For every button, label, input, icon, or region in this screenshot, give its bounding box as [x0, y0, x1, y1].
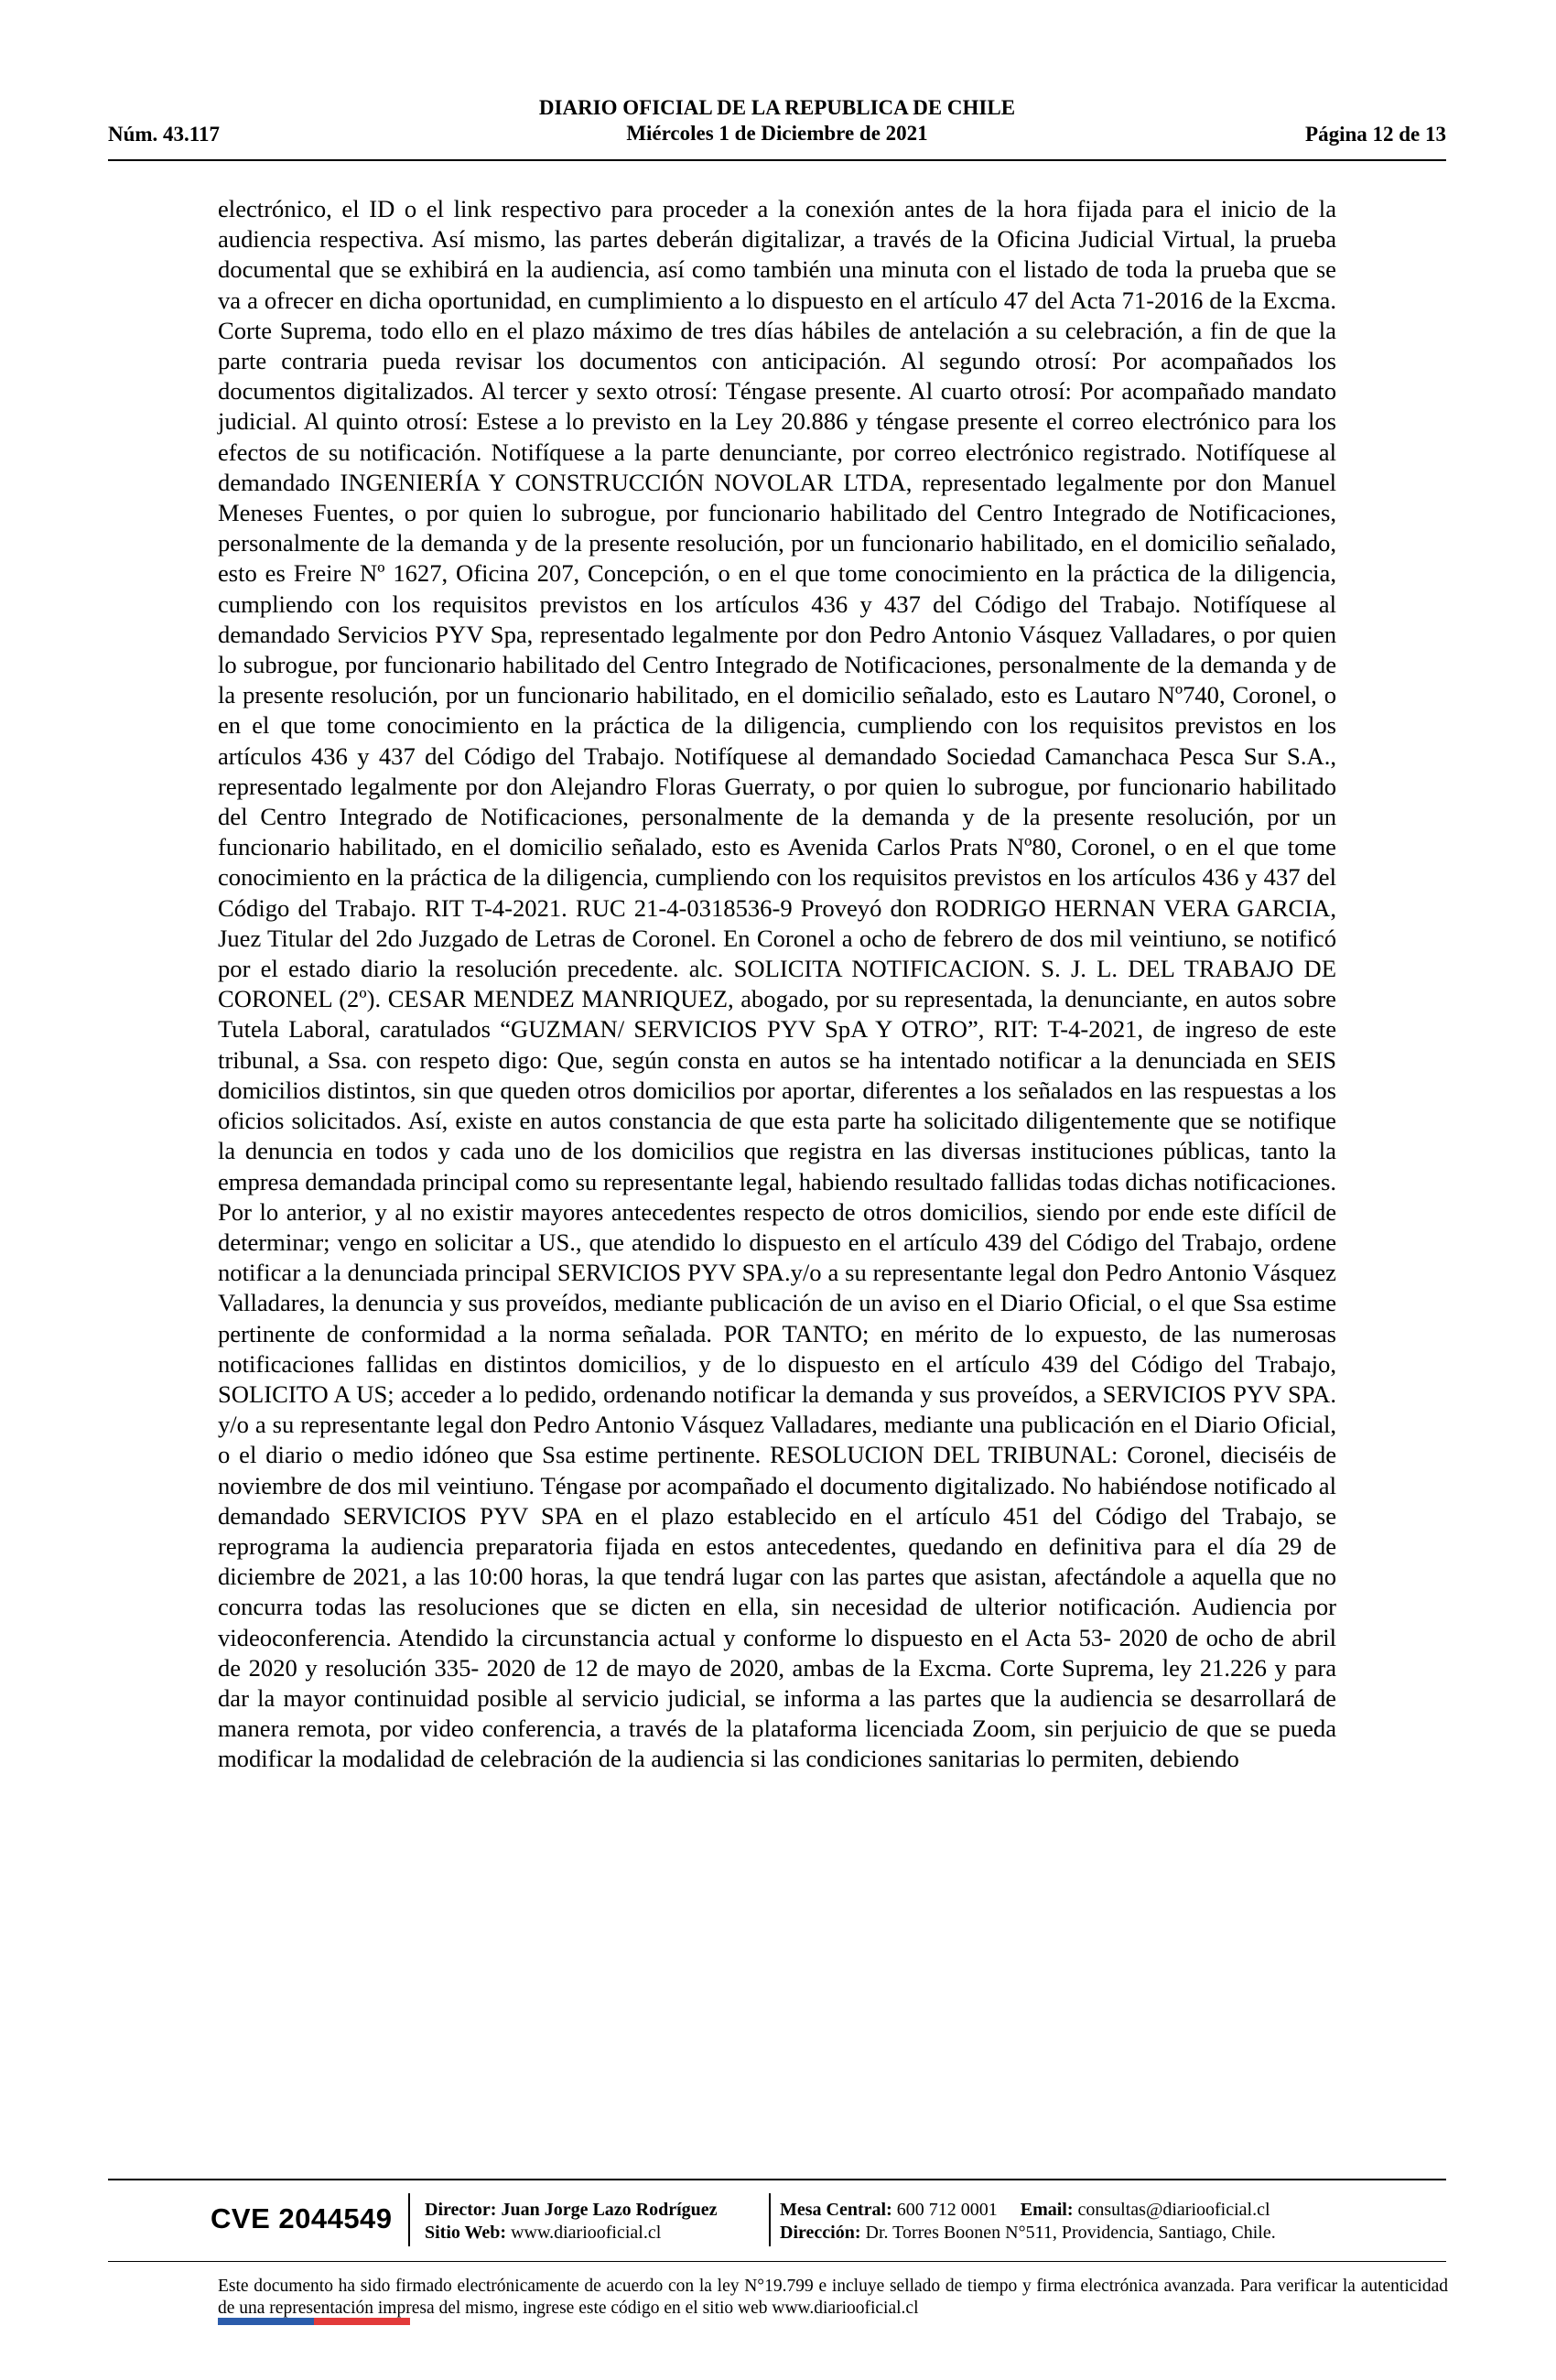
email-label: Email:: [1020, 2200, 1074, 2220]
website-link[interactable]: www.diariooficial.cl: [511, 2223, 662, 2243]
website-line: [425, 2222, 661, 2245]
publication-title: DIARIO OFICIAL DE LA REPUBLICA DE CHILE: [538, 96, 1016, 119]
page-number: Página 12 de 13: [1305, 123, 1446, 146]
legal-notice: Este documento ha sido firmado electrónicamente de acuerdo con la ley N°19.799 e incluye sellado de tiempo y firma electrónica avanzada. Para verificar la autenticidad de una representación impresa del mismo, ingrese este código en el sitio web www.diariooficial.cl: [218, 2277, 1448, 2318]
contact-line: [780, 2199, 1270, 2222]
address-label: Dirección:: [780, 2223, 861, 2243]
flag-blue-segment: [218, 2318, 314, 2325]
page-header: [108, 93, 1446, 161]
publication-date: Miércoles 1 de Diciembre de 2021: [626, 122, 928, 145]
footer-separator: [769, 2193, 771, 2246]
director-name: Juan Jorge Lazo Rodríguez: [501, 2200, 718, 2220]
address-line: [780, 2222, 1276, 2245]
flag-red-segment: [314, 2318, 410, 2325]
director-line: [425, 2199, 718, 2222]
website-label: Sitio Web:: [425, 2223, 507, 2243]
cve-code: CVE 2044549: [211, 2202, 393, 2234]
director-label: Director:: [425, 2200, 497, 2220]
phone-number: 600 712 0001: [896, 2200, 998, 2220]
document-body: electrónico, el ID o el link respectivo para proceder a la conexión antes de la hora fijada para el inicio de la audiencia respectiva. Así mismo, las partes deberán digitalizar, a través de la Oficina Judicial Virtual, la prueba documental que se exhibirá en la audiencia, así como también una minuta con el listado de toda la prueba que se va a ofrecer en dicha oportunidad, en cumplimiento a lo dispuesto en el artículo 47 del Acta 71-2016 de la Excma. Corte Suprema, todo ello en el plazo máximo de tres días hábiles de antelación a su celebración, a fin de que la parte contraria pueda revisar los documentos con anticipación. Al segundo otrosí: Por acompañados los documentos digitalizados. Al tercer y sexto otrosí: Téngase presente. Al cuarto otrosí: Por acompañado mandato judicial. Al quinto otrosí: Estese a lo previsto en la Ley 20.886 y téngase presente el correo electrónico para los efectos de su notificación. Notifíquese a la parte denunciante, por correo electrónico registrado. Notifíquese al demandado INGENIERÍA Y CONSTRUCCIÓN NOVOLAR LTDA, representado legalmente por don Manuel Meneses Fuentes, o por quien lo subrogue, por funcionario habilitado del Centro Integrado de Notificaciones, personalmente de la demanda y de la presente resolución, por un funcionario habilitado, en el domicilio señalado, esto es Freire Nº 1627, Oficina 207, Concepción, o en el que tome conocimiento en la práctica de la diligencia, cumpliendo con los requisitos previstos en los artículos 436 y 437 del Código del Trabajo. Notifíquese al demandado Servicios PYV Spa, representado legalmente por don Pedro Antonio Vásquez Valladares, o por quien lo subrogue, por funcionario habilitado del Centro Integrado de Notificaciones, personalmente de la demanda y de la presente resolución, por un funcionario habilitado, en el domicilio señalado, esto es Lautaro Nº740, Coronel, o en el que tome conocimiento en la práctica de la diligencia, cumpliendo con los requisitos previstos en los artículos 436 y 437 del Código del Trabajo. Notifíquese al demandado Sociedad Camanchaca Pesca Sur S.A., representado legalmente por don Alejandro Floras Guerraty, o por quien lo subrogue, por funcionario habilitado del Centro Integrado de Notificaciones, personalmente de la demanda y de la presente resolución, por un funcionario habilitado, en el domicilio señalado, esto es Avenida Carlos Prats Nº80, Coronel, o en el que tome conocimiento en la práctica de la diligencia, cumpliendo con los requisitos previstos en los artículos 436 y 437 del Código del Trabajo. RIT T-4-2021. RUC 21-4-0318536-9 Proveyó don RODRIGO HERNAN VERA GARCIA, Juez Titular del 2do Juzgado de Letras de Coronel. En Coronel a ocho de febrero de dos mil veintiuno, se notificó por el estado diario la resolución precedente. alc. SOLICITA NOTIFICACION. S. J. L. DEL TRABAJO DE CORONEL (2º). CESAR MENDEZ MANRIQUEZ, abogado, por su representada, la denunciante, en autos sobre Tutela Laboral, caratulados “GUZMAN/ SERVICIOS PYV SpA Y OTRO”, RIT: T-4-2021, de ingreso de este tribunal, a Ssa. con respeto digo: Que, según consta en autos se ha intentado notificar a la denunciada en SEIS domicilios distintos, sin que queden otros domicilios por aportar, diferentes a los señalados en las respuestas a los oficios solicitados. Así, existe en autos constancia de que esta parte ha solicitado diligentemente que se notifique la denuncia en todos y cada uno de los domicilios que registra en las diversas instituciones públicas, tanto la empresa demandada principal como su representante legal, habiendo resultado fallidas todas dichas notificaciones. Por lo anterior, y al no existir mayores antecedentes respecto de otros domicilios, siendo por ende este difícil de determinar; vengo en solicitar a US., que atendido lo dispuesto en el artículo 439 del Código del Trabajo, ordene notificar a la denunciada principal SERVICIOS PYV SPA.y/o a su representante legal don Pedro Antonio Vásquez Valladares, la denuncia y sus proveídos, mediante publicación de un aviso en el Diario Oficial, o el que Ssa estime pertinente de conformidad a la norma señalada. POR TANTO; en mérito de lo expuesto, de las numerosas notificaciones fallidas en distintos domicilios, y de lo dispuesto en el artículo 439 del Código del Trabajo, SOLICITO A US; acceder a lo pedido, ordenando notificar la demanda y sus proveídos, a SERVICIOS PYV SPA. y/o a su representante legal don Pedro Antonio Vásquez Valladares, mediante una publicación en el Diario Oficial, o el diario o medio idóneo que Ssa estime pertinente. RESOLUCION DEL TRIBUNAL: Coronel, dieciséis de noviembre de dos mil veintiuno. Téngase por acompañado el documento digitalizado. No habiéndose notificado al demandado SERVICIOS PYV SPA en el plazo establecido en el artículo 451 del Código del Trabajo, se reprograma la audiencia preparatoria fijada en estos antecedentes, quedando en definitiva para el día 29 de diciembre de 2021, a las 10:00 horas, la que tendrá lugar con las partes que asistan, afectándole a aquella que no concurra todas las resoluciones que se dicten en ella, sin necesidad de ulterior notificación. Audiencia por videoconferencia. Atendido la circunstancia actual y conforme lo dispuesto en el Acta 53- 2020 de ocho de abril de 2020 y resolución 335- 2020 de 12 de mayo de 2020, ambas de la Excma. Corte Suprema, ley 21.226 y para dar la mayor continuidad posible al servicio judicial, se informa a las partes que la audiencia se desarrollará de manera remota, por video conferencia, a través de la plataforma licenciada Zoom, sin perjuicio de que se pueda modificar la modalidad de celebración de la audiencia si las condiciones sanitarias lo permiten, debiendo: [218, 195, 1336, 1773]
chile-flag-stripe: [218, 2318, 410, 2325]
footer-divider-thin: [108, 2261, 1446, 2262]
address-text: Dr. Torres Boonen N°511, Providencia, Santiago, Chile.: [865, 2223, 1276, 2243]
footer-divider: [108, 2179, 1446, 2180]
phone-label: Mesa Central:: [780, 2200, 892, 2220]
header-center: [108, 95, 1446, 146]
issue-number: Núm. 43.117: [108, 123, 221, 146]
email-link[interactable]: consultas@diariooficial.cl: [1077, 2200, 1270, 2220]
footer-separator: [408, 2193, 410, 2246]
